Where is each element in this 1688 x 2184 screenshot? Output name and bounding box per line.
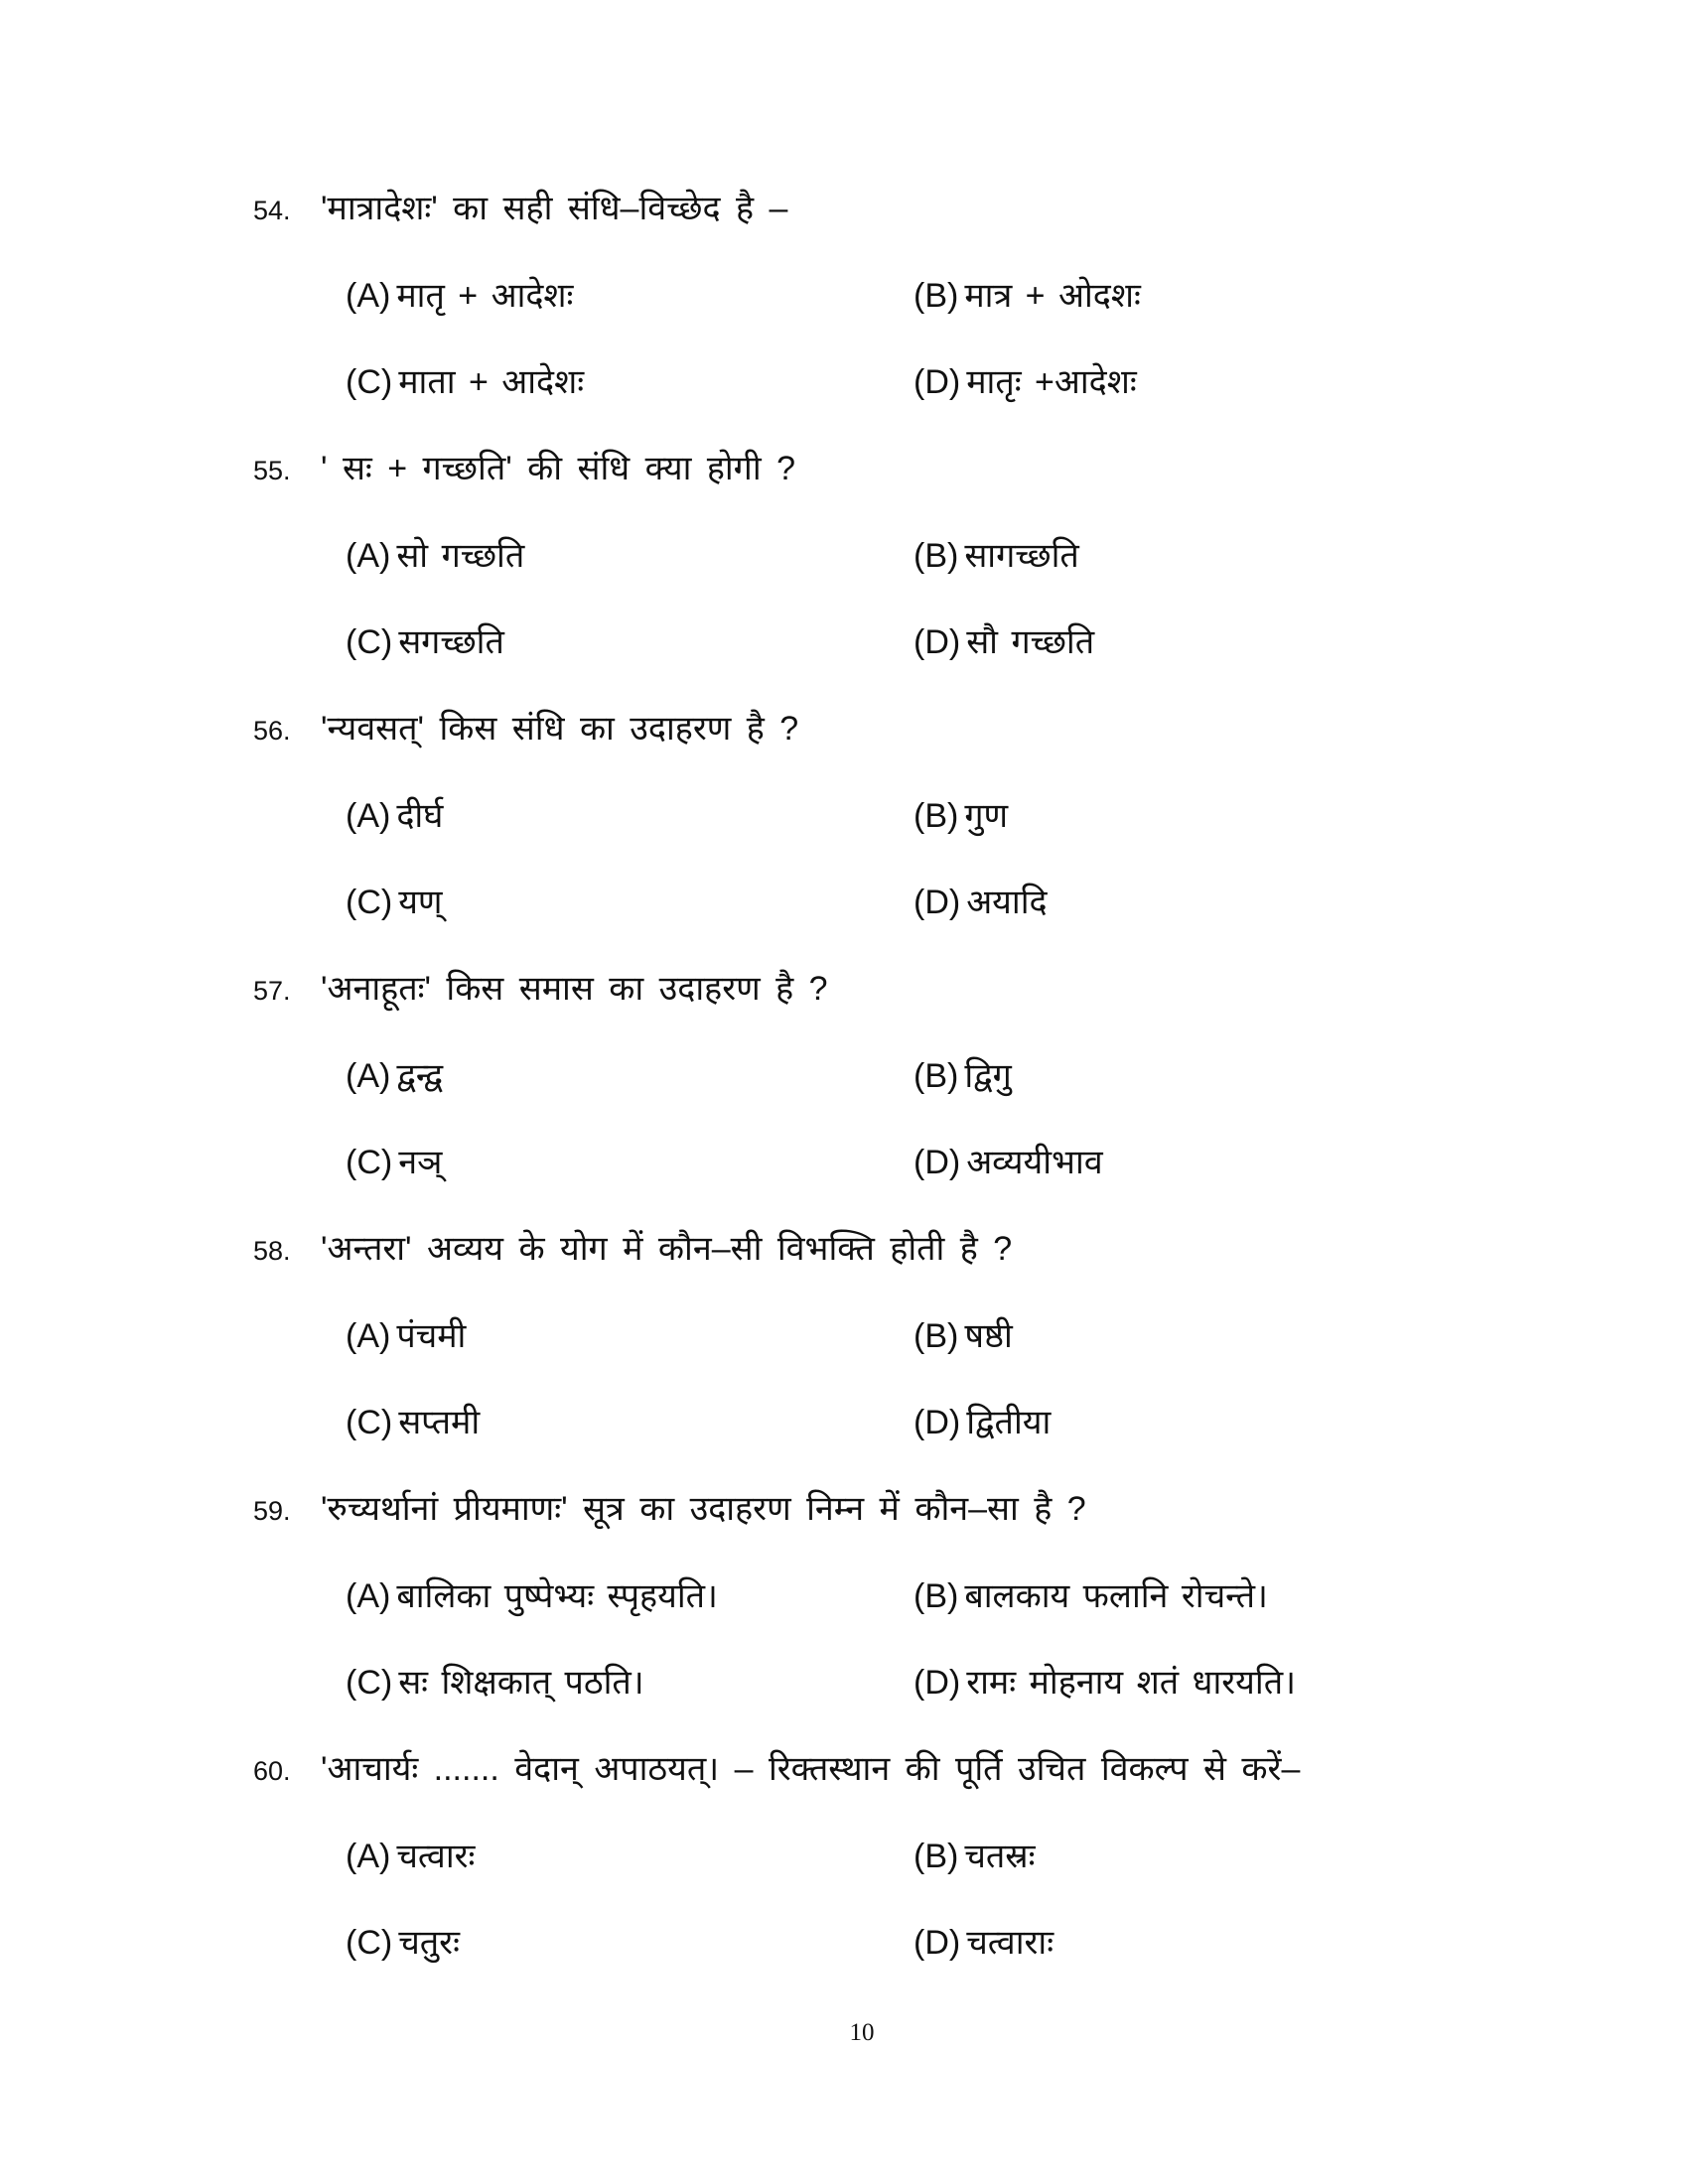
option-text: मातृ + आदेशः: [396, 277, 574, 315]
option-text: षष्ठी: [964, 1317, 1013, 1355]
option-label: (A): [346, 1317, 391, 1355]
option-label: (D): [914, 1924, 961, 1962]
option-text: मातृः +आदेशः: [966, 363, 1137, 401]
option-label: (B): [914, 277, 959, 315]
option-text: अयादि: [966, 884, 1048, 921]
question-number: 58.: [253, 1236, 291, 1266]
option-text: बालिका पुष्पेभ्यः स्पृहयति।: [396, 1577, 718, 1615]
option-text: सौ गच्छति: [966, 623, 1095, 661]
option-label: (C): [346, 1404, 393, 1441]
option-b[interactable]: [914, 1835, 1036, 1878]
option-c[interactable]: [346, 360, 584, 404]
question-number: 60.: [253, 1756, 291, 1786]
option-c[interactable]: [346, 1141, 442, 1184]
option-label: (A): [346, 1577, 391, 1615]
option-d[interactable]: [914, 620, 1094, 664]
option-label: (A): [346, 1057, 391, 1095]
option-text: सप्तमी: [398, 1404, 481, 1441]
option-text: चत्वारः: [396, 1838, 476, 1875]
option-text: दीर्घ: [396, 797, 444, 835]
question-text: 'न्यवसत्' किस संधि का उदाहरण है ?: [321, 710, 799, 748]
option-label: (B): [914, 537, 959, 575]
option-a[interactable]: [346, 534, 524, 578]
option-d[interactable]: [914, 1661, 1296, 1705]
page-number: 10: [849, 2019, 875, 2046]
option-label: (D): [914, 623, 961, 661]
option-text: गुण: [964, 797, 1009, 835]
option-label: (C): [346, 1924, 393, 1962]
option-b[interactable]: [914, 794, 1008, 838]
option-label: (A): [346, 797, 391, 835]
option-text: पंचमी: [396, 1317, 467, 1355]
option-text: द्वन्द्व: [396, 1057, 444, 1095]
question-text: 'मात्रादेशः' का सही संधि–विच्छेद है –: [321, 190, 788, 227]
option-c[interactable]: [346, 1661, 644, 1705]
option-a[interactable]: [346, 1574, 718, 1618]
option-label: (B): [914, 1317, 959, 1355]
question-number: 59.: [253, 1496, 291, 1526]
option-a[interactable]: [346, 1054, 443, 1098]
option-label: (D): [914, 884, 961, 921]
option-c[interactable]: [346, 1921, 460, 1965]
option-label: (D): [914, 363, 961, 401]
option-d[interactable]: [914, 881, 1048, 924]
option-text: मात्र + ओदशः: [964, 277, 1141, 315]
question-number: 56.: [253, 716, 291, 746]
option-b[interactable]: [914, 534, 1079, 578]
option-text: अव्ययीभाव: [966, 1144, 1103, 1181]
option-text: चत्वाराः: [966, 1924, 1055, 1962]
option-b[interactable]: [914, 1314, 1013, 1358]
option-text: द्विगु: [964, 1057, 1012, 1095]
option-label: (A): [346, 537, 391, 575]
option-label: (C): [346, 363, 393, 401]
question-number: 57.: [253, 976, 291, 1006]
option-text: यण्: [398, 884, 443, 921]
option-label: (C): [346, 1664, 393, 1702]
question-text: 'अन्तरा' अव्यय के योग में कौन–सी विभक्ति होती है ?: [321, 1230, 1013, 1268]
option-label: (B): [914, 1577, 959, 1615]
option-label: (B): [914, 797, 959, 835]
option-c[interactable]: [346, 620, 504, 664]
option-text: द्वितीया: [966, 1404, 1052, 1441]
option-label: (C): [346, 1144, 393, 1181]
option-text: सगच्छति: [398, 623, 504, 661]
option-text: नञ्: [398, 1144, 443, 1181]
option-a[interactable]: [346, 1835, 475, 1878]
option-b[interactable]: [914, 1054, 1012, 1098]
question-text: 'रुच्यर्थानां प्रीयमाणः' सूत्र का उदाहरण निम्न में कौन–सा है ?: [321, 1490, 1086, 1528]
option-label: (D): [914, 1404, 961, 1441]
option-d[interactable]: [914, 1401, 1051, 1444]
option-label: (C): [346, 623, 393, 661]
option-text: सागच्छति: [964, 537, 1079, 575]
option-label: (D): [914, 1144, 961, 1181]
option-d[interactable]: [914, 360, 1137, 404]
option-a[interactable]: [346, 274, 573, 318]
option-text: माता + आदेशः: [398, 363, 585, 401]
option-text: सः शिक्षकात् पठति।: [398, 1664, 644, 1702]
option-a[interactable]: [346, 1314, 466, 1358]
option-b[interactable]: [914, 1574, 1268, 1618]
option-label: (A): [346, 1838, 391, 1875]
option-text: बालकाय फलानि रोचन्ते।: [964, 1577, 1268, 1615]
option-label: (D): [914, 1664, 961, 1702]
option-text: चतस्रः: [964, 1838, 1036, 1875]
option-b[interactable]: [914, 274, 1141, 318]
option-d[interactable]: [914, 1141, 1103, 1184]
option-text: रामः मोहनाय शतं धारयति।: [966, 1664, 1296, 1702]
question-text: 'आचार्यः ....... वेदान् अपाठयत्। – रिक्तस्थान की पूर्ति उचित विकल्प से करें–: [321, 1750, 1301, 1788]
question-number: 54.: [253, 196, 291, 225]
option-c[interactable]: [346, 1401, 480, 1444]
option-label: (B): [914, 1838, 959, 1875]
option-a[interactable]: [346, 794, 443, 838]
option-d[interactable]: [914, 1921, 1054, 1965]
option-text: सो गच्छति: [396, 537, 525, 575]
option-c[interactable]: [346, 881, 443, 924]
question-text: ' सः + गच्छति' की संधि क्या होगी ?: [321, 450, 795, 487]
question-text: 'अनाहूतः' किस समास का उदाहरण है ?: [321, 970, 828, 1008]
option-label: (A): [346, 277, 391, 315]
option-text: चतुरः: [398, 1924, 460, 1962]
option-label: (C): [346, 884, 393, 921]
question-number: 55.: [253, 456, 291, 485]
option-label: (B): [914, 1057, 959, 1095]
